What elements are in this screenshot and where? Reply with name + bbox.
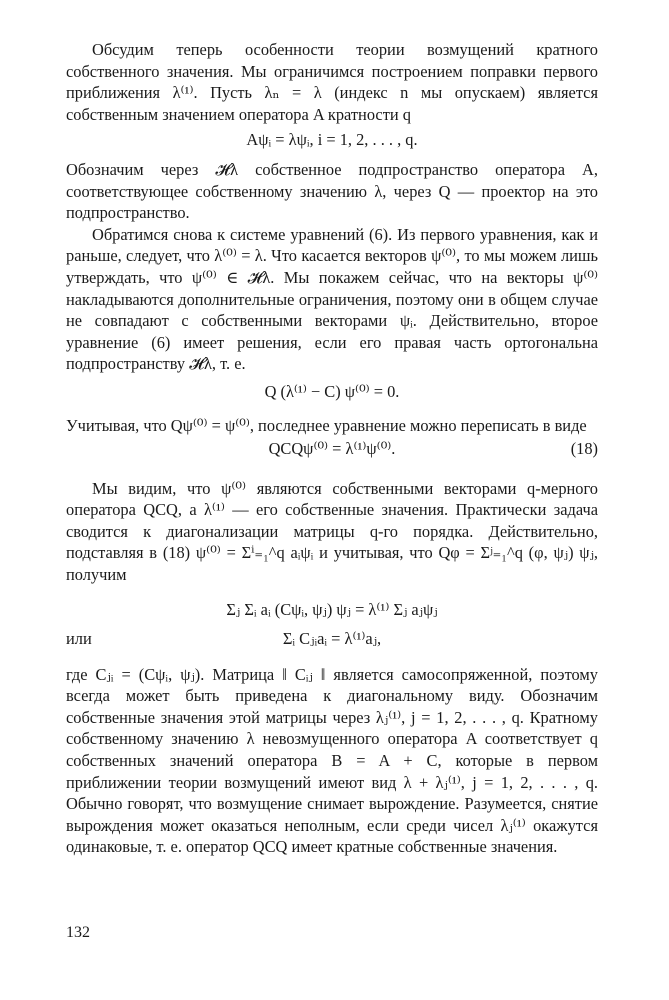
paragraph-matrix: где Cⱼᵢ = (Cψᵢ, ψⱼ). Матрица ‖ Cᵢⱼ ‖ является самосопряженной, поэтому всегда может быть приведена к диагональному виду. Обозначим собственные значения этой матрицы через λⱼ⁽¹⁾, j = 1, 2, . . . , q. Кратному собственному значению λ невозмущенного оператора A соответствует q собственных значений оператора B = A + C, которые в первом приближении теории возмущений имеют вид λ + λⱼ⁽¹⁾, j = 1, 2, . . . , q. Обычно говорят, что возмущение снимает вырождение. Разумеется, снятие вырождения может оказаться неполным, если среди чисел λⱼ⁽¹⁾ окажутся одинаковые, т. е. оператор QCQ имеет кратные собственные значения. [66,664,598,857]
formula-system-row [66,624,598,654]
formula-orthogonality: Q (λ⁽¹⁾ − C) ψ⁽⁰⁾ = 0. [264,381,400,401]
formula-18: QCQψ⁽⁰⁾ = λ⁽¹⁾ψ⁽⁰⁾. [268,439,396,459]
or-label: или [66,628,92,648]
paragraph-intro: Обсудим теперь особенности теории возмущений кратного собственного значения. Мы ограничимся построением поправки первого приближения λ⁽¹⁾. Пусть λₙ = λ (индекс n мы опускаем) является собственным значением оператора A кратности q [66,40,598,124]
formula-eigen-equation: Aψᵢ = λψᵢ, i = 1, 2, . . . , q. [246,130,418,150]
formula-18-row [66,438,598,460]
formula-double-sum: Σⱼ Σᵢ aᵢ (Cψᵢ, ψⱼ) ψⱼ = λ⁽¹⁾ Σⱼ aⱼψⱼ [226,599,438,619]
paragraph-diagonalization: Мы видим, что ψ⁽⁰⁾ являются собственными векторами q-мерного оператора QCQ, а λ⁽¹⁾ — его собственные значения. Практически задача сводится к диагонализации матрицы q-го порядка. Действительно, подставляя в (18) ψ⁽⁰⁾ = Σⁱ₌₁^q aᵢψᵢ и учитывая, что Qφ = Σʲ₌₁^q (φ, ψⱼ) ψⱼ, получим [66,478,598,585]
paragraph-subspace: Обозначим через 𝓗λ собственное подпространство оператора A, соответствующее собственному значению λ, через Q — проектор на это подпространство. [66,159,598,223]
page-number: 132 [66,924,90,941]
equation-number-18: (18) [570,439,598,459]
text-column [66,0,598,858]
paragraph-rewrite: Учитывая, что Qψ⁽⁰⁾ = ψ⁽⁰⁾, последнее уравнение можно переписать в виде [66,415,587,435]
paragraph-system: Обратимся снова к системе уравнений (6). Из первого уравнения, как и раньше, следует, что λ⁽⁰⁾ = λ. Что касается векторов ψ⁽⁰⁾, то мы можем лишь утверждать, что ψ⁽⁰⁾ ∈ 𝓗λ. Мы покажем сейчас, что на векторы ψ⁽⁰⁾ накладываются дополнительные ограничения, поэтому они в общем случае не совпадают с собственными векторами ψᵢ. Действительно, второе уравнение (6) имеет решения, если его правая часть ортогональна подпространству 𝓗λ, т. е. [66,224,598,374]
formula-system: Σᵢ Cⱼᵢaᵢ = λ⁽¹⁾aⱼ, [282,628,382,648]
